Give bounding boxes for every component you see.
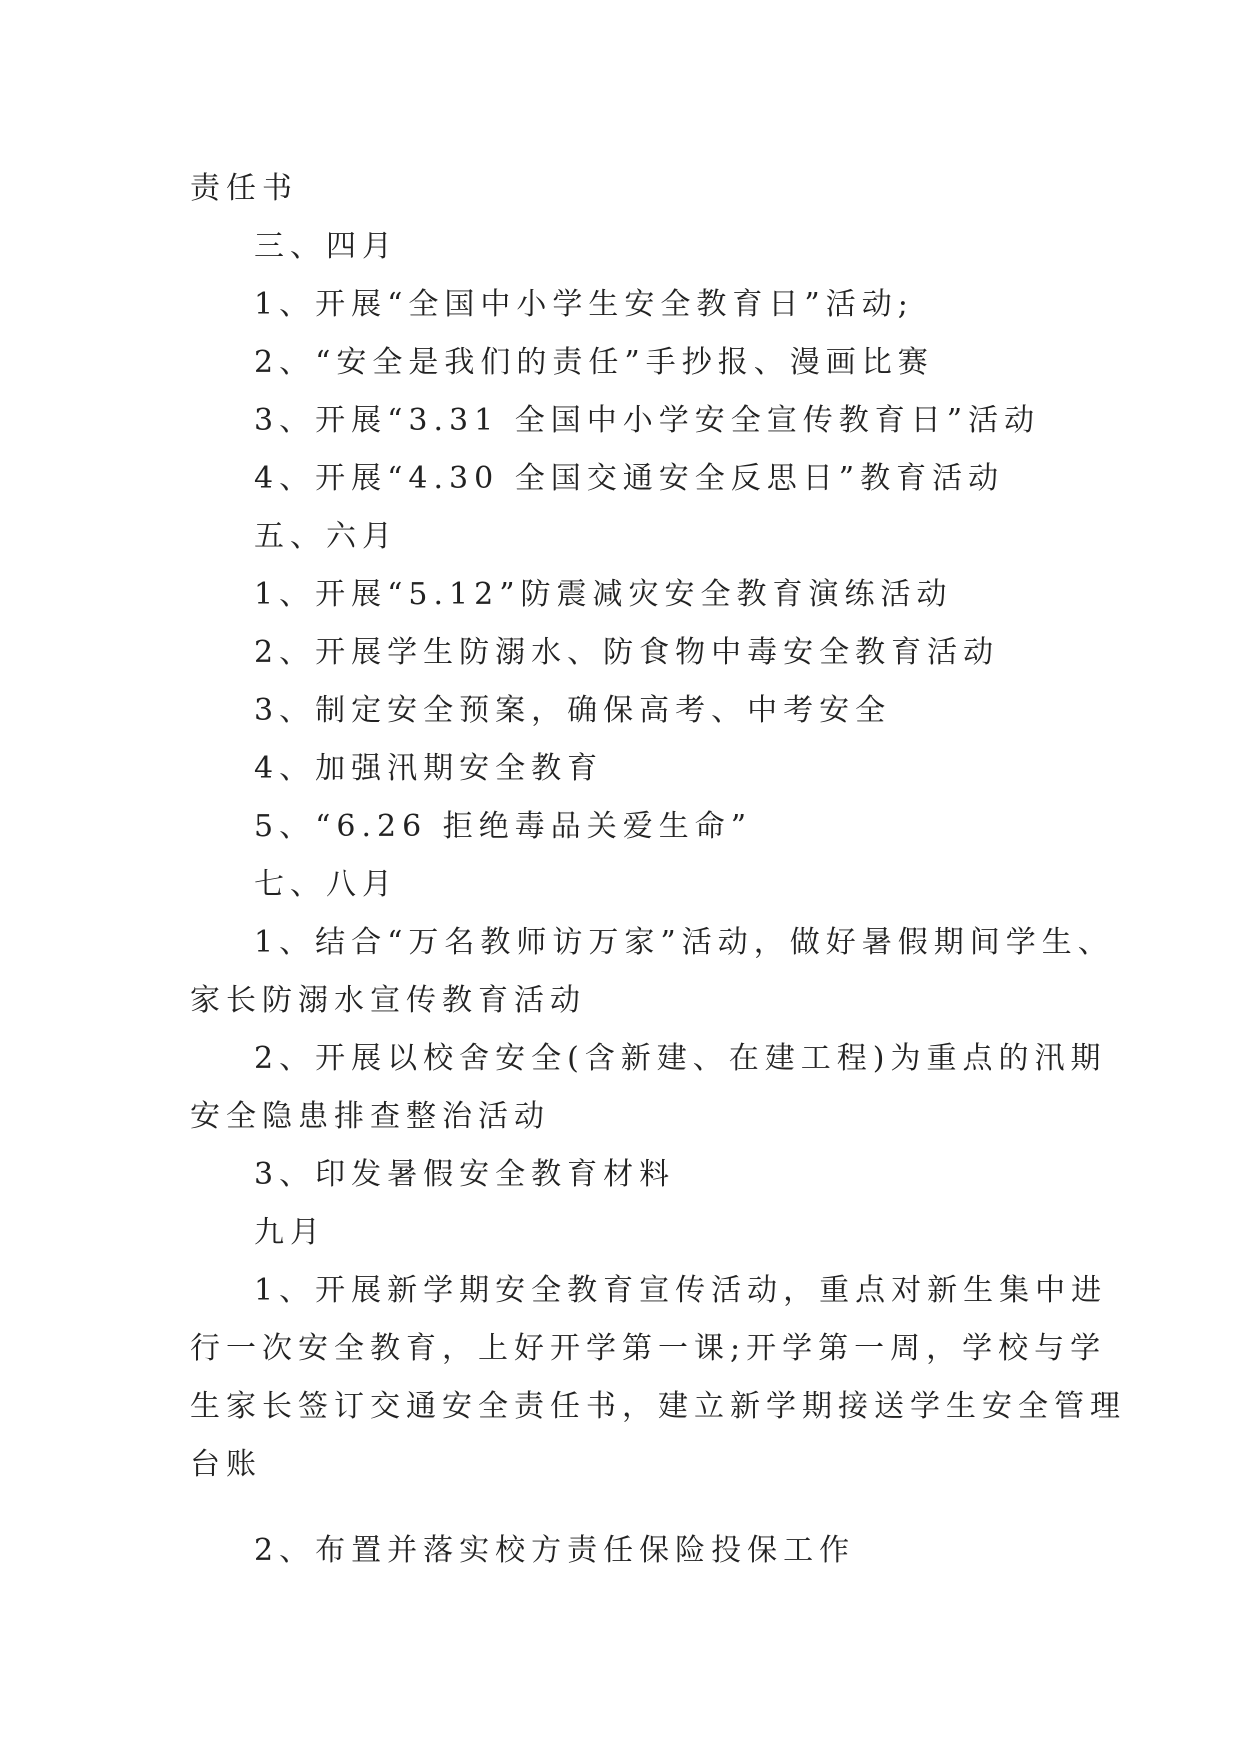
list-item: 1、开展“全国中小学生安全教育日”活动;	[254, 287, 914, 322]
list-item: 1、开展新学期安全教育宣传活动，重点对新生集中进	[254, 1273, 1108, 1308]
list-item: 3、制定安全预案，确保高考、中考安全	[254, 693, 892, 728]
list-item: 2、布置并落实校方责任保险投保工作	[254, 1533, 856, 1568]
list-item: 2、开展以校舍安全(含新建、在建工程)为重点的汛期	[254, 1041, 1107, 1076]
list-item-continuation: 行一次安全教育，上好开学第一课;开学第一周，学校与学	[190, 1331, 1107, 1366]
section-heading: 三、四月	[254, 229, 398, 264]
section-heading: 五、六月	[254, 519, 398, 554]
section-heading: 七、八月	[254, 867, 398, 902]
list-item: 3、开展“3.31 全国中小学安全宣传教育日”活动	[254, 403, 1041, 438]
list-item: 2、“安全是我们的责任”手抄报、漫画比赛	[254, 345, 934, 380]
paragraph-line: 责任书	[190, 171, 298, 206]
document-body	[190, 160, 1126, 1580]
list-item: 4、开展“4.30 全国交通安全反思日”教育活动	[254, 461, 1005, 496]
list-item-continuation: 安全隐患排查整治活动	[190, 1099, 550, 1134]
list-item-continuation: 生家长签订交通安全责任书，建立新学期接送学生安全管理	[190, 1389, 1126, 1424]
section-heading: 九月	[254, 1215, 326, 1250]
list-item-continuation: 家长防溺水宣传教育活动	[190, 983, 586, 1018]
list-item: 4、加强汛期安全教育	[254, 751, 604, 786]
list-item: 1、结合“万名教师访万家”活动，做好暑假期间学生、	[254, 925, 1114, 960]
list-item: 3、印发暑假安全教育材料	[254, 1157, 676, 1192]
list-item-continuation: 台账	[190, 1447, 262, 1482]
paragraph-gap	[190, 1494, 1056, 1522]
list-item: 1、开展“5.12”防震减灾安全教育演练活动	[254, 577, 953, 612]
list-item: 2、开展学生防溺水、防食物中毒安全教育活动	[254, 635, 1000, 670]
list-item: 5、“6.26 拒绝毒品关爱生命”	[254, 809, 753, 844]
